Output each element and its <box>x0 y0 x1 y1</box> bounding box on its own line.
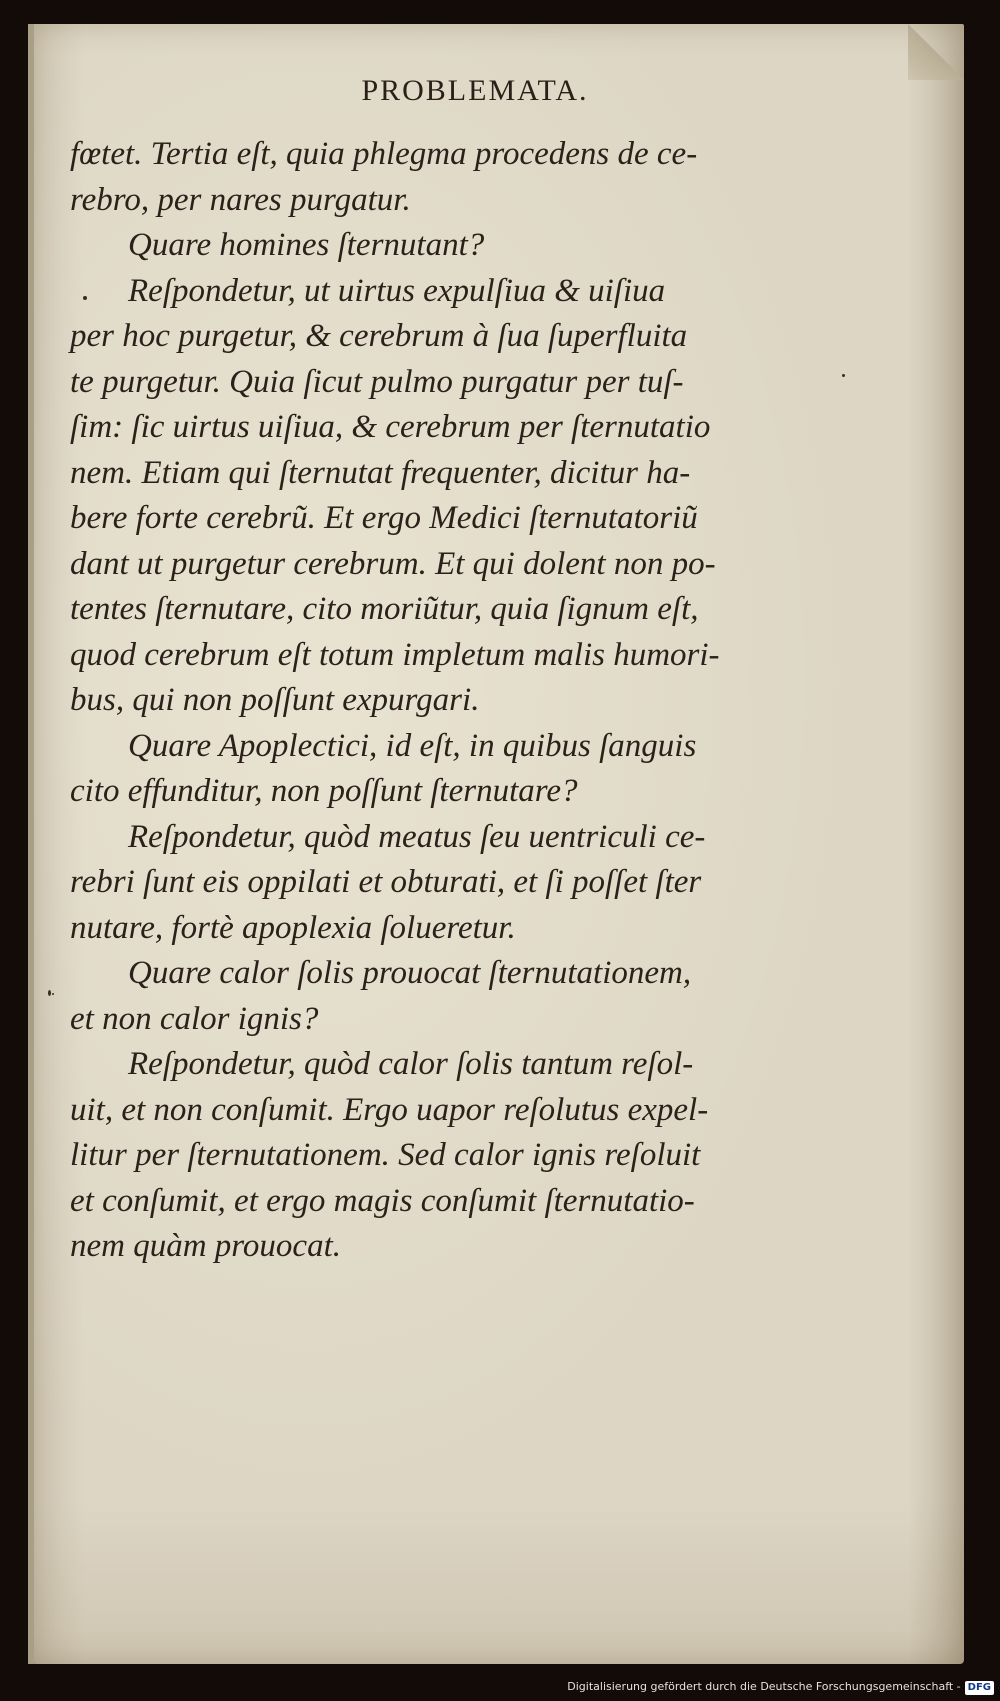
digitization-credit <box>567 1677 994 1697</box>
credit-text: Digitalisierung gefördert durch die Deutsche Forschungsgemeinschaft - <box>567 1680 961 1693</box>
answer-line: Reſpondetur, quòd calor ſolis tantum reſol- <box>128 1046 694 1082</box>
question-line: Quare calor ſolis prouocat ſternutationem, <box>128 955 692 991</box>
running-header <box>0 74 1000 108</box>
text-line: nem quàm prouocat. <box>70 1228 341 1264</box>
text-line: nutare, fortè apoplexia ſolueretur. <box>70 909 516 946</box>
text-line: ſim: ſic uirtus uiſiua, & cerebrum per ſternutatio <box>70 409 711 445</box>
ink-speck <box>52 993 54 995</box>
text-line: rebro, per nares purgatur. <box>70 181 411 218</box>
dfg-logo: DFG <box>965 1681 994 1695</box>
text-line: uit, et non conſumit. Ergo uapor reſolutus expel- <box>70 1091 709 1128</box>
text-line: et conſumit, et ergo magis conſumit ſternutatio- <box>70 1182 695 1219</box>
answer-line: Reſpondetur, quòd meatus ſeu uentriculi ce- <box>128 818 706 855</box>
text-line: litur per ſternutationem. Sed calor ignis reſoluit <box>70 1137 701 1173</box>
text-line: dant ut purgetur cerebrum. Et qui dolent non po- <box>70 545 716 582</box>
page-body-text <box>70 132 770 1270</box>
text-line: et non calor ignis? <box>70 1000 319 1037</box>
text-line: te purgetur. Quia ſicut pulmo purgatur per tuſ- <box>70 363 684 400</box>
text-line: quod cerebrum eſt totum impletum malis humori- <box>70 636 720 673</box>
question-line: Quare homines ſternutant? <box>128 227 485 263</box>
text-line: cito effunditur, non poſſunt ſternutare? <box>70 773 578 809</box>
text-line: fœtet. Tertia eſt, quia phlegma procedens de ce- <box>70 136 698 172</box>
text-line: bere forte cerebrũ. Et ergo Medici ſternutatoriũ <box>70 500 698 536</box>
text-line: tentes ſternutare, cito moriũtur, quia ſignum eſt, <box>70 591 699 627</box>
ink-speck <box>48 990 51 996</box>
ink-speck <box>842 374 845 377</box>
page-edge <box>28 24 34 1664</box>
answer-line: Reſpondetur, ut uirtus expulſiua & uiſiua <box>128 272 666 309</box>
text-line: bus, qui non poſſunt expurgari. <box>70 682 480 718</box>
running-title: PROBLEMATA. <box>361 74 589 107</box>
text-line: per hoc purgetur, & cerebrum à ſua ſuperfluita <box>70 318 688 354</box>
text-line: rebri ſunt eis oppilati et obturati, et ſi poſſet ſter <box>70 864 702 900</box>
folded-corner <box>908 24 964 80</box>
question-line: Quare Apoplectici, id eſt, in quibus ſanguis <box>128 727 697 764</box>
text-line: nem. Etiam qui ſternutat frequenter, dicitur ha- <box>70 454 691 491</box>
